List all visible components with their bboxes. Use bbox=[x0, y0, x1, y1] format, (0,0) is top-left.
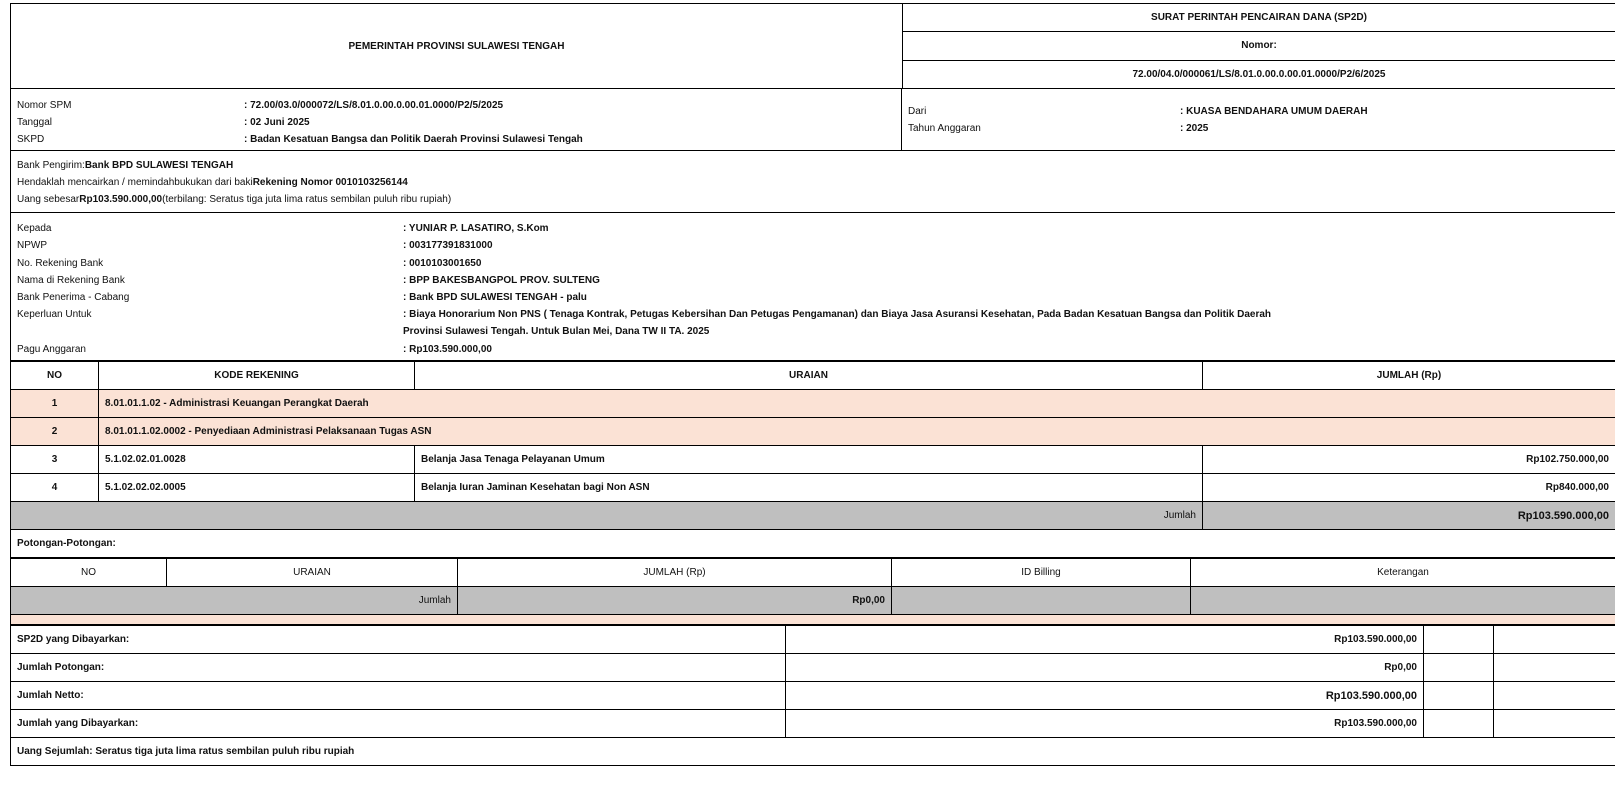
rekening-nomor: Rekening Nomor 0010103256144 bbox=[253, 177, 408, 188]
table-row bbox=[11, 446, 1615, 474]
norek-value: : 0010103001650 bbox=[403, 258, 481, 269]
nomor-spm-row bbox=[17, 97, 895, 114]
norek-row bbox=[17, 255, 1609, 272]
penerima-section bbox=[10, 213, 1615, 361]
row-jumlah: Rp102.750.000,00 bbox=[1203, 446, 1615, 474]
sp2d-title: SURAT PERINTAH PENCAIRAN DANA (SP2D) bbox=[903, 4, 1615, 32]
skpd-label: SKPD bbox=[17, 134, 244, 145]
table-row bbox=[11, 418, 1615, 446]
table-row bbox=[11, 474, 1615, 502]
potongan-total-label: Jumlah bbox=[11, 587, 458, 615]
empty-cell bbox=[1424, 710, 1494, 738]
empty-cell bbox=[1494, 654, 1615, 682]
norek-label: No. Rekening Bank bbox=[17, 258, 403, 269]
empty-cell bbox=[1424, 654, 1494, 682]
row-no: 4 bbox=[11, 474, 99, 502]
spm-info bbox=[10, 89, 1615, 151]
nama-rek-value: : BPP BAKESBANGPOL PROV. SULTENG bbox=[403, 275, 600, 286]
spm-info-right bbox=[902, 89, 1615, 150]
keperluan-label: Keperluan Untuk bbox=[17, 306, 403, 340]
pot-col-jumlah: JUMLAH (Rp) bbox=[458, 559, 892, 587]
uang-value: Rp103.590.000,00 bbox=[79, 194, 162, 205]
jumlah-dibayarkan-value: Rp103.590.000,00 bbox=[786, 710, 1424, 738]
row-no: 1 bbox=[11, 390, 99, 418]
table-row bbox=[11, 390, 1615, 418]
col-no: NO bbox=[11, 362, 99, 390]
jumlah-netto-row bbox=[11, 682, 1615, 710]
rekening-total-row bbox=[11, 502, 1615, 530]
sp2d-title-block bbox=[903, 4, 1615, 88]
rekening-table bbox=[10, 361, 1615, 530]
bank-pengirim-label: Bank Pengirim: bbox=[17, 160, 85, 171]
npwp-value: : 003177391831000 bbox=[403, 240, 493, 251]
bank-pengirim-section bbox=[10, 151, 1615, 213]
jumlah-dibayarkan-label: Jumlah yang Dibayarkan: bbox=[11, 710, 786, 738]
pot-col-id-billing: ID Billing bbox=[892, 559, 1191, 587]
empty-cell bbox=[1424, 626, 1494, 654]
npwp-row bbox=[17, 237, 1609, 254]
potongan-total-billing bbox=[892, 587, 1191, 615]
uang-sejumlah: Uang Sejumlah: Seratus tiga juta lima ratus sembilan puluh ribu rupiah bbox=[10, 738, 1615, 766]
row-kode: 5.1.02.02.01.0028 bbox=[99, 446, 415, 474]
row-kode: 5.1.02.02.02.0005 bbox=[99, 474, 415, 502]
row-no: 3 bbox=[11, 446, 99, 474]
sp2d-document bbox=[10, 3, 1615, 766]
jumlah-potongan-value: Rp0,00 bbox=[786, 654, 1424, 682]
totals-table bbox=[10, 625, 1615, 738]
rekening-table-header bbox=[11, 362, 1615, 390]
nama-rek-label: Nama di Rekening Bank bbox=[17, 275, 403, 286]
jumlah-potongan-label: Jumlah Potongan: bbox=[11, 654, 786, 682]
uang-sebesar-row bbox=[17, 191, 1609, 208]
sp2d-dibayarkan-label: SP2D yang Dibayarkan: bbox=[11, 626, 786, 654]
row-uraian: Belanja Jasa Tenaga Pelayanan Umum bbox=[415, 446, 1203, 474]
pagu-label: Pagu Anggaran bbox=[17, 344, 403, 355]
bank-penerima-label: Bank Penerima - Cabang bbox=[17, 292, 403, 303]
bank-pengirim-row bbox=[17, 157, 1609, 174]
empty-cell bbox=[1494, 710, 1615, 738]
potongan-total-value: Rp0,00 bbox=[458, 587, 892, 615]
potongan-table-header bbox=[11, 559, 1615, 587]
nama-rek-row bbox=[17, 272, 1609, 289]
sp2d-dibayarkan-row bbox=[11, 626, 1615, 654]
skpd-value: : Badan Kesatuan Bangsa dan Politik Daerah Provinsi Sulawesi Tengah bbox=[244, 134, 583, 145]
keperluan-value: : Biaya Honorarium Non PNS ( Tenaga Kontrak, Petugas Kebersihan Dan Petugas Pengamanan) dan Biaya Jasa Asuransi Kesehatan, Pada Badan Kesatuan Bangsa dan Politik Daerah Provinsi Sulawesi Tengah. Untuk Bulan Mei, Dana TW II TA. 2025 bbox=[403, 306, 1273, 340]
dari-value: : KUASA BENDAHARA UMUM DAERAH bbox=[1180, 106, 1368, 117]
dari-label: Dari bbox=[908, 106, 1180, 117]
empty-cell bbox=[1494, 626, 1615, 654]
sp2d-number: 72.00/04.0/000061/LS/8.01.0.00.0.00.01.0000/P2/6/2025 bbox=[903, 61, 1615, 88]
pot-col-uraian: URAIAN bbox=[167, 559, 458, 587]
jumlah-netto-value: Rp103.590.000,00 bbox=[786, 682, 1424, 710]
row-no: 2 bbox=[11, 418, 99, 446]
bank-penerima-row bbox=[17, 289, 1609, 306]
pot-col-keterangan: Keterangan bbox=[1191, 559, 1615, 587]
col-kode-rekening: KODE REKENING bbox=[99, 362, 415, 390]
jumlah-netto-label: Jumlah Netto: bbox=[11, 682, 786, 710]
hendaklah-text: Hendaklah mencairkan / memindahbukukan dari baki bbox=[17, 177, 253, 188]
jumlah-potongan-row bbox=[11, 654, 1615, 682]
tanggal-row bbox=[17, 114, 895, 131]
pagu-row bbox=[17, 340, 1609, 357]
nomor-spm-value: : 72.00/03.0/000072/LS/8.01.0.00.0.00.01.0000/P2/5/2025 bbox=[244, 100, 503, 111]
row-jumlah: Rp840.000,00 bbox=[1203, 474, 1615, 502]
empty-cell bbox=[1424, 682, 1494, 710]
spm-info-left bbox=[11, 89, 902, 150]
document-header bbox=[10, 3, 1615, 89]
kepada-label: Kepada bbox=[17, 223, 403, 234]
bank-penerima-value: : Bank BPD SULAWESI TENGAH - palu bbox=[403, 292, 587, 303]
dari-row bbox=[908, 103, 1609, 120]
uang-label: Uang sebesar bbox=[17, 194, 79, 205]
col-uraian: URAIAN bbox=[415, 362, 1203, 390]
keperluan-row bbox=[17, 306, 1609, 340]
uang-terbilang: (terbilang: Seratus tiga juta lima ratus sembilan puluh ribu rupiah) bbox=[162, 194, 451, 205]
rekening-total-value: Rp103.590.000,00 bbox=[1203, 502, 1615, 530]
tahun-row bbox=[908, 120, 1609, 137]
npwp-label: NPWP bbox=[17, 240, 403, 251]
potongan-table bbox=[10, 558, 1615, 615]
rekening-total-label: Jumlah bbox=[11, 502, 1203, 530]
sp2d-dibayarkan-value: Rp103.590.000,00 bbox=[786, 626, 1424, 654]
potongan-title: Potongan-Potongan: bbox=[10, 530, 1615, 558]
potongan-total-row bbox=[11, 587, 1615, 615]
tahun-value: : 2025 bbox=[1180, 123, 1208, 134]
pagu-value: : Rp103.590.000,00 bbox=[403, 344, 492, 355]
row-kode: 8.01.01.1.02.0002 - Penyediaan Administrasi Pelaksanaan Tugas ASN bbox=[99, 418, 1615, 446]
potongan-total-keterangan bbox=[1191, 587, 1615, 615]
section-separator bbox=[10, 615, 1615, 625]
jumlah-dibayarkan-row bbox=[11, 710, 1615, 738]
rekening-row bbox=[17, 174, 1609, 191]
bank-pengirim-value: Bank BPD SULAWESI TENGAH bbox=[85, 160, 233, 171]
empty-cell bbox=[1494, 682, 1615, 710]
pot-col-no: NO bbox=[11, 559, 167, 587]
nomor-spm-label: Nomor SPM bbox=[17, 100, 244, 111]
tanggal-value: : 02 Juni 2025 bbox=[244, 117, 310, 128]
pemerintah-title: PEMERINTAH PROVINSI SULAWESI TENGAH bbox=[11, 4, 903, 88]
kepada-value: : YUNIAR P. LASATIRO, S.Kom bbox=[403, 223, 549, 234]
tanggal-label: Tanggal bbox=[17, 117, 244, 128]
row-uraian: Belanja Iuran Jaminan Kesehatan bagi Non ASN bbox=[415, 474, 1203, 502]
skpd-row bbox=[17, 131, 895, 148]
row-kode: 8.01.01.1.02 - Administrasi Keuangan Perangkat Daerah bbox=[99, 390, 1615, 418]
kepada-row bbox=[17, 220, 1609, 237]
col-jumlah: JUMLAH (Rp) bbox=[1203, 362, 1615, 390]
tahun-label: Tahun Anggaran bbox=[908, 123, 1180, 134]
nomor-label: Nomor: bbox=[903, 32, 1615, 60]
